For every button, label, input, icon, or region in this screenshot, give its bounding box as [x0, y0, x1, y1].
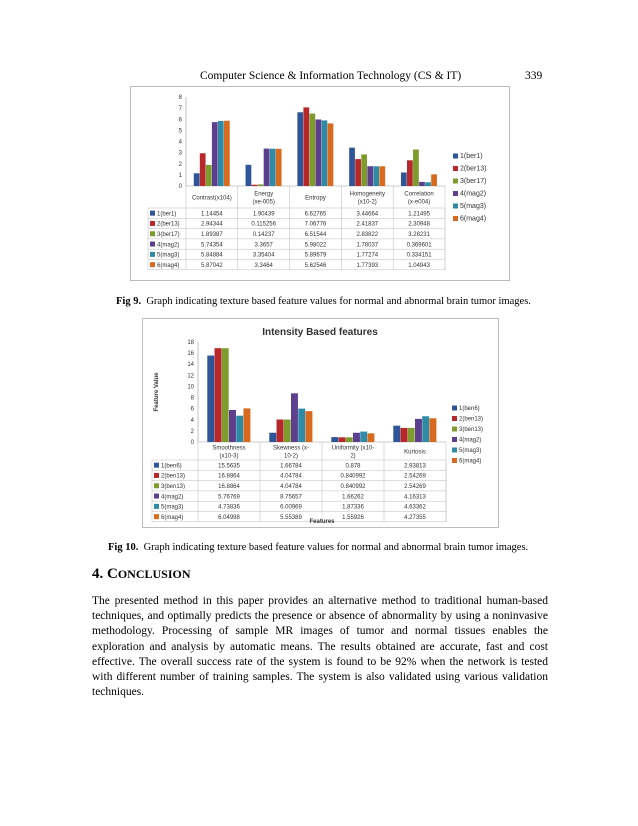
table-cell: 4.04784: [280, 473, 302, 480]
y-tick-label: 8: [178, 95, 182, 101]
row-series-name: 2(ben13): [161, 473, 186, 480]
bar-3-1: [222, 348, 229, 442]
table-cell: 5.55389: [280, 514, 302, 521]
bar-4-4: [415, 419, 422, 442]
table-cell: 2.94344: [201, 221, 223, 228]
row-legend-key: [150, 211, 155, 216]
bar-2-1: [215, 348, 222, 442]
row-series-name: 2(ber13): [157, 221, 180, 228]
table-cell: 1.87336: [342, 504, 364, 511]
bar-5-4: [422, 416, 429, 442]
category-label: 2): [350, 453, 356, 460]
table-cell: 1.21495: [408, 211, 430, 218]
bar-6-5: [431, 174, 437, 186]
bar-3-1: [206, 165, 212, 186]
legend-key: [453, 166, 458, 171]
bar-1-1: [207, 356, 214, 442]
bar-6-2: [305, 411, 312, 442]
bar-1-5: [401, 172, 407, 186]
category-label: Energy: [254, 191, 274, 198]
table-cell: 3.3657: [254, 242, 273, 249]
figure-9-label: Fig 9.: [116, 296, 142, 307]
legend-key: [452, 416, 457, 421]
bar-5-5: [425, 182, 431, 186]
row-legend-key: [154, 494, 159, 499]
y-tick-label: 2: [190, 428, 194, 435]
y-tick-label: 6: [190, 406, 194, 413]
bar-6-4: [379, 166, 385, 186]
figure-9-caption: [116, 296, 531, 307]
table-cell: 1.04943: [408, 262, 430, 269]
table-cell: 3.44664: [356, 211, 379, 218]
bar-4-1: [229, 410, 236, 442]
table-cell: 4.27355: [404, 514, 426, 521]
legend-key: [453, 154, 458, 159]
legend-key: [452, 437, 457, 442]
legend-label: 1(ber1): [460, 153, 483, 160]
category-label: Kurtosis: [404, 449, 426, 456]
bar-3-2: [258, 184, 264, 186]
bar-6-1: [243, 408, 250, 442]
legend-key: [453, 179, 458, 184]
category-label: Homogeneity: [349, 191, 385, 198]
figure-10-label: Fig 10.: [108, 542, 139, 553]
table-cell: 1.78037: [356, 242, 379, 249]
table-cell: 15.5635: [218, 463, 240, 470]
running-header: [0, 70, 638, 84]
table-cell: 0.840992: [340, 483, 366, 490]
table-cell: 0.369601: [406, 242, 432, 249]
table-cell: 1.89387: [201, 231, 223, 238]
category-label: (x10-3): [219, 453, 239, 460]
x-axis-label: Features: [309, 519, 335, 525]
bar-4-3: [316, 119, 322, 186]
bar-2-2: [252, 185, 258, 186]
table-cell: 3.28231: [408, 231, 430, 238]
table-cell: 3.3464: [254, 262, 273, 269]
journal-title: Computer Science & Information Technology (CS & IT): [200, 70, 462, 82]
bar-3-4: [408, 428, 415, 442]
category-label: Smoothness: [212, 445, 246, 452]
legend-label: 5(mag3): [459, 448, 482, 454]
table-cell: 2.54269: [404, 483, 426, 490]
table-cell: 2.83822: [356, 231, 379, 238]
bar-4-3: [353, 433, 360, 442]
row-series-name: 3(ber17): [157, 231, 180, 238]
table-cell: 4.04784: [280, 483, 302, 490]
y-tick-label: 1: [178, 172, 182, 179]
table-cell: 7.06776: [304, 221, 327, 228]
table-cell: 2.41837: [356, 221, 379, 228]
category-label: (x-e004): [407, 199, 431, 206]
table-cell: 0.115256: [251, 221, 276, 228]
table-cell: 5.84884: [201, 252, 223, 259]
bar-4-2: [264, 149, 270, 186]
legend-label: 2(ben13): [459, 416, 484, 423]
bar-5-4: [373, 166, 379, 186]
page-number: 339: [525, 70, 543, 82]
category-label: Uniformity (x10-: [331, 445, 375, 452]
row-legend-key: [150, 221, 155, 226]
y-axis-label: Feature Value: [154, 372, 160, 412]
table-cell: 6.04998: [218, 514, 240, 521]
category-label: 10-2): [283, 453, 299, 460]
bar-4-5: [419, 182, 425, 186]
bar-6-2: [276, 149, 282, 186]
row-series-name: 6(mag4): [157, 262, 180, 269]
bar-2-3: [303, 107, 309, 186]
section-title-initial: C: [107, 566, 118, 582]
row-series-name: 6(mag4): [161, 514, 184, 521]
y-tick-label: 2: [178, 161, 182, 168]
table-cell: 5.76769: [218, 494, 240, 501]
legend-label: 6(mag4): [459, 458, 482, 465]
y-tick-label: 6: [178, 117, 182, 124]
texture-features-chart: [130, 86, 510, 281]
table-cell: 1.66262: [342, 494, 364, 501]
bar-2-4: [355, 159, 361, 186]
y-tick-label: 3: [178, 150, 182, 157]
y-tick-label: 12: [187, 373, 194, 380]
bar-3-3: [309, 114, 315, 186]
row-legend-key: [154, 463, 159, 468]
y-tick-label: 14: [187, 362, 194, 369]
figure-10-caption: [108, 542, 528, 553]
y-tick-label: 18: [187, 340, 194, 346]
legend-key: [453, 191, 458, 196]
intensity-features-chart: [142, 318, 499, 528]
row-legend-key: [154, 483, 159, 488]
bar-2-3: [339, 437, 346, 442]
category-label: Contrast(x104): [192, 195, 232, 202]
section-title-rest: ONCLUSION: [117, 567, 191, 581]
row-legend-key: [154, 504, 159, 509]
bar-1-2: [269, 433, 276, 442]
legend-key: [452, 427, 457, 432]
table-cell: 0.334151: [406, 252, 432, 259]
figure-9-text: Graph indicating texture based feature values for normal and abnormal brain tumor images.: [146, 296, 531, 307]
bar-2-5: [407, 160, 413, 186]
table-cell: 5.62546: [304, 262, 327, 269]
legend-label: 6(mag4): [460, 215, 487, 223]
row-legend-key: [150, 242, 155, 247]
bar-3-4: [361, 154, 367, 186]
row-legend-key: [150, 262, 155, 267]
table-cell: 5.87042: [201, 262, 223, 269]
bar-6-3: [367, 433, 374, 442]
chart-frame: [143, 319, 499, 528]
row-legend-key: [154, 473, 159, 478]
bar-3-2: [284, 420, 291, 442]
row-legend-key: [150, 231, 155, 236]
category-label: Entropy: [305, 195, 326, 202]
y-tick-label: 0: [178, 184, 182, 190]
bar-6-1: [224, 121, 230, 186]
row-series-name: 3(ben13): [161, 483, 186, 490]
chart-title: Intensity Based features: [262, 327, 378, 338]
y-tick-label: 4: [190, 417, 194, 424]
legend-label: 4(mag2): [460, 190, 487, 198]
bar-5-1: [236, 416, 243, 442]
bar-4-4: [367, 166, 373, 186]
table-cell: 6.62765: [304, 211, 327, 218]
table-cell: 5.74354: [201, 242, 223, 249]
bar-5-3: [360, 432, 367, 442]
bar-1-3: [331, 437, 338, 442]
figure-10-text: Graph indicating texture based feature values for normal and abnormal brain tumor images.: [143, 542, 529, 553]
table-cell: 2.93813: [404, 463, 426, 470]
table-cell: 5.89679: [304, 252, 327, 259]
table-cell: 0.878: [345, 463, 361, 470]
table-cell: 1.90439: [252, 211, 275, 218]
legend-label: 3(ber17): [460, 178, 487, 185]
conclusion-paragraph: The presented method in this paper provides an alternative method to traditional human-based techniques, and optimally predicts the presence or absence of abnormality by using a noninvasive methodology. Processing of sample MR images of tumor and normal tissues enables the exploration and analysis by automatic means. The results obtained are accurate, fast and cost effective. The overall success rate of the system is found to be 92% when the network is tested with different number of training samples. The system is also validated using various validation techniques.: [92, 595, 548, 699]
table-cell: 2.54269: [404, 473, 426, 480]
category-label: Correlation: [404, 191, 434, 198]
category-label: Skewness (x-: [272, 445, 310, 452]
bar-3-5: [413, 149, 419, 186]
bar-4-2: [291, 393, 298, 442]
table-cell: 4.73836: [218, 504, 240, 511]
legend-key: [452, 448, 457, 453]
table-cell: 6.00969: [280, 504, 302, 511]
table-cell: 5.98022: [304, 242, 327, 249]
table-cell: 1.77274: [356, 252, 379, 259]
bar-1-4: [393, 426, 400, 442]
row-series-name: 5(mag3): [161, 504, 184, 511]
table-cell: 1.14454: [201, 211, 223, 218]
table-cell: 16.8864: [218, 483, 240, 490]
legend-key: [453, 216, 458, 221]
row-series-name: 1(ber1): [157, 211, 177, 218]
row-series-name: 4(mag2): [157, 242, 180, 249]
section-heading: [92, 566, 191, 583]
y-tick-label: 4: [178, 139, 182, 146]
bar-6-4: [429, 418, 436, 442]
bar-6-3: [328, 123, 334, 186]
category-label: (x10-2): [357, 199, 377, 206]
table-cell: 1.66784: [280, 463, 302, 470]
row-legend-key: [154, 514, 159, 519]
legend-key: [453, 204, 458, 209]
bar-2-1: [200, 153, 206, 186]
table-cell: 0.14237: [252, 231, 275, 238]
bar-4-1: [212, 122, 218, 186]
table-cell: 4.16313: [404, 494, 426, 501]
table-cell: 1.77393: [356, 262, 379, 269]
table-cell: 1.55926: [342, 514, 364, 521]
table-cell: 3.35404: [252, 252, 275, 259]
table-cell: 8.75657: [280, 494, 302, 501]
legend-key: [452, 406, 457, 411]
table-cell: 16.8864: [218, 473, 240, 480]
bar-5-2: [270, 149, 276, 186]
legend-label: 1(ben6): [459, 406, 480, 412]
y-tick-label: 16: [187, 351, 194, 358]
legend-label: 3(ben13): [459, 427, 484, 433]
table-cell: 2.30948: [408, 221, 430, 228]
row-legend-key: [150, 252, 155, 257]
row-series-name: 4(mag2): [161, 494, 184, 501]
row-series-name: 5(mag3): [157, 252, 180, 259]
legend-label: 5(mag3): [460, 203, 487, 210]
category-label: (xe-005): [252, 199, 275, 206]
legend-label: 2(ber13): [460, 165, 487, 173]
y-tick-label: 0: [190, 440, 194, 446]
bar-5-1: [218, 121, 224, 186]
bar-1-3: [297, 112, 303, 186]
section-number: 4.: [92, 566, 104, 582]
bar-3-3: [346, 437, 353, 442]
bar-2-2: [277, 420, 284, 442]
legend-key: [452, 458, 457, 463]
y-tick-label: 10: [187, 384, 194, 391]
y-tick-label: 7: [178, 106, 182, 113]
bar-5-3: [322, 120, 328, 186]
bar-2-4: [401, 428, 408, 442]
table-cell: 4.63362: [404, 504, 426, 511]
bar-1-1: [194, 173, 200, 186]
row-series-name: 1(ben6): [161, 463, 182, 470]
y-tick-label: 5: [178, 128, 182, 135]
y-tick-label: 8: [190, 395, 194, 402]
table-cell: 0.840992: [340, 473, 366, 480]
bar-5-2: [298, 409, 305, 442]
legend-label: 4(mag2): [459, 437, 482, 444]
table-cell: 6.51544: [304, 231, 327, 238]
bar-1-4: [349, 148, 355, 186]
bar-1-2: [246, 165, 252, 186]
